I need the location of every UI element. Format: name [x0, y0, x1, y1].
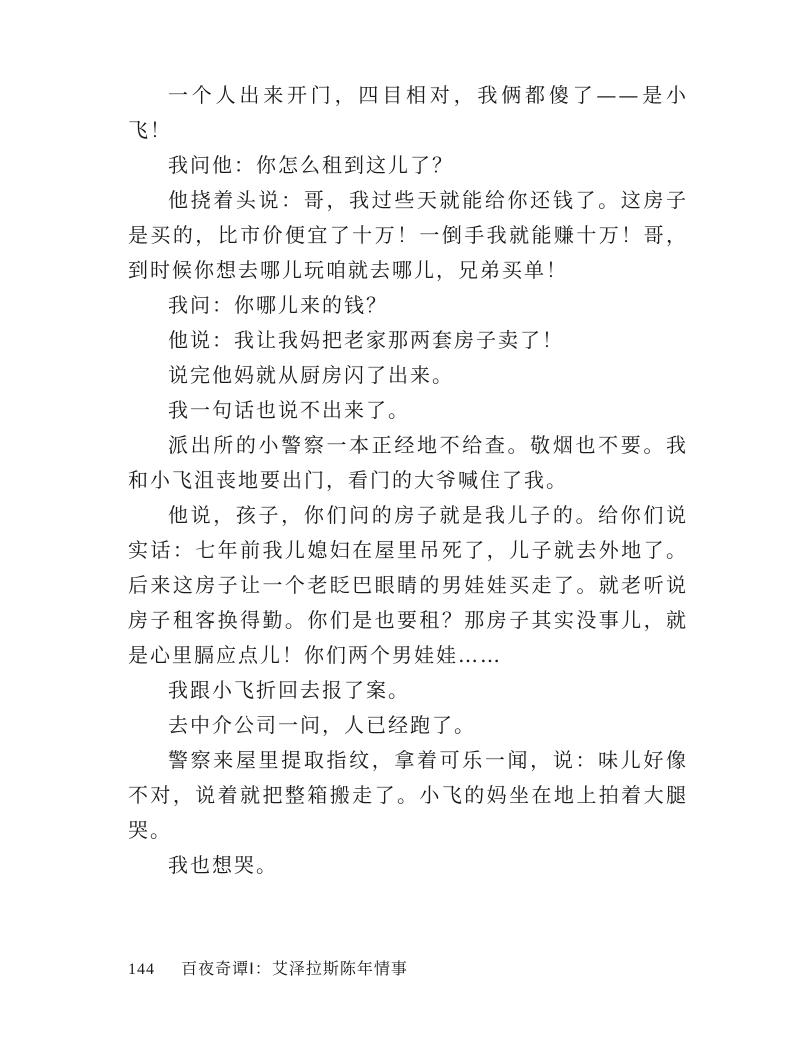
paragraph: 他挠着头说：哥，我过些天就能给你还钱了。这房子是买的，比市价便宜了十万！一倒手我就能赚十万！哥，到时候你想去哪儿玩咱就去哪儿，兄弟买单！	[128, 188, 688, 282]
paragraph: 派出所的小警察一本正经地不给查。敬烟也不要。我和小飞沮丧地要出门，看门的大爷喊住了我。	[128, 433, 688, 492]
page-body	[128, 78, 688, 883]
paragraph: 去中介公司一问，人已经跑了。	[168, 713, 476, 737]
paragraph: 我跟小飞折回去报了案。	[168, 678, 410, 702]
paragraph: 一个人出来开门，四目相对，我俩都傻了——是小飞！	[128, 83, 688, 142]
paragraph: 我也想哭。	[168, 853, 278, 877]
paragraph: 警察来屋里提取指纹，拿着可乐一闻，说：味儿好像不对，说着就把整箱搬走了。小飞的妈坐在地上拍着大腿哭。	[128, 748, 688, 842]
paragraph: 我一句话也说不出来了。	[168, 398, 410, 422]
page-footer	[128, 958, 408, 981]
paragraph: 说完他妈就从厨房闪了出来。	[168, 363, 454, 387]
paragraph: 他说，孩子，你们问的房子就是我儿子的。给你们说实话：七年前我儿媳妇在屋里吊死了，儿子就去外地了。后来这房子让一个老眨巴眼睛的男娃娃买走了。就老听说房子租客换得勤。你们是也要租？那房子其实没事儿，就是心里膈应点儿！你们两个男娃娃……	[128, 503, 688, 667]
paragraph: 我问他：你怎么租到这儿了？	[168, 153, 454, 177]
running-title: 百夜奇谭Ⅰ：艾泽拉斯陈年情事	[181, 959, 408, 978]
paragraph: 他说：我让我妈把老家那两套房子卖了！	[168, 328, 564, 352]
page-number: 144	[128, 961, 155, 978]
paragraph: 我问：你哪儿来的钱？	[168, 293, 388, 317]
